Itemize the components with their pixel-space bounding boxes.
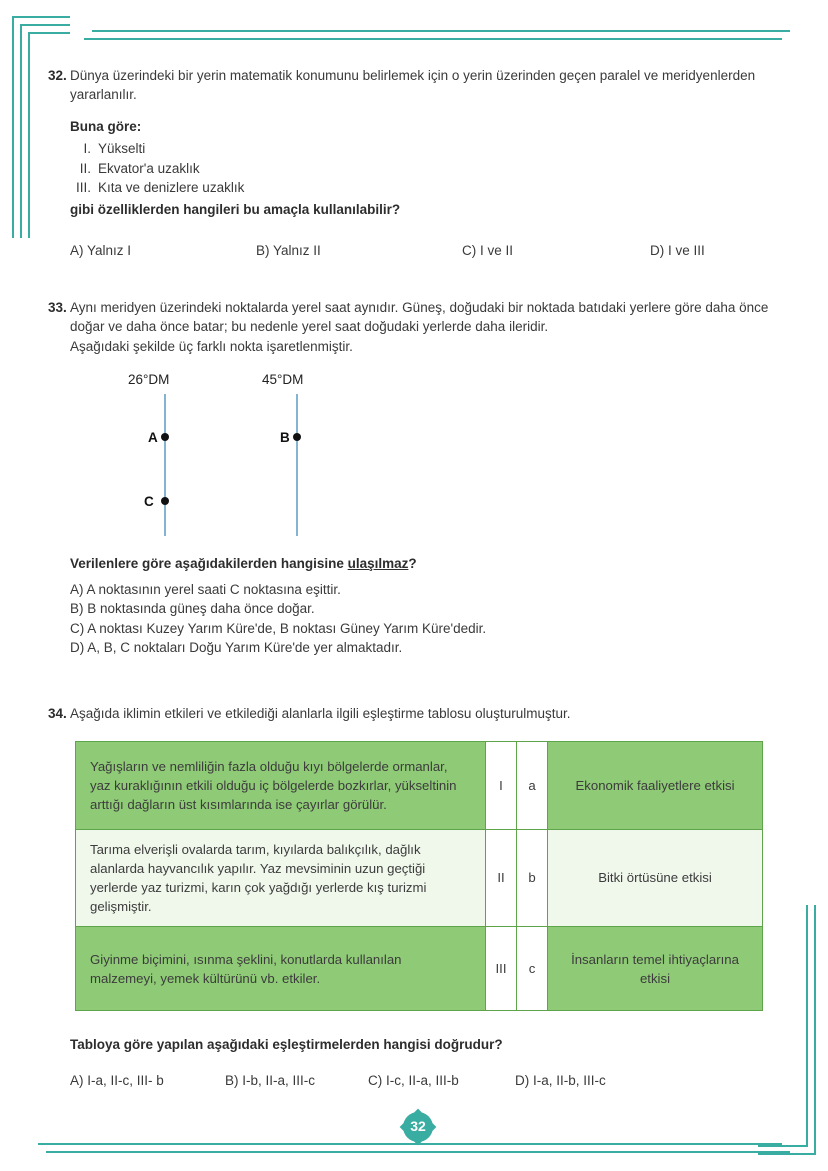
question-34-intro: Aşağıda iklimin etkileri ve etkilediği alanlarla ilgili eşleştirme tablosu oluşturulmuştur. [70,705,571,721]
question-32-lead: Buna göre: [70,119,142,135]
question-32-number: 32. [48,68,67,83]
option-c: C) I-c, II-a, III-b [368,1072,459,1088]
list-item-text: Yükselti [98,141,146,157]
list-item [70,159,788,178]
option-a: A) I-a, II-c, III- b [70,1072,164,1088]
question-33-intro [70,298,788,355]
option-d: D) A, B, C noktaları Doğu Yarım Küre'de yer almaktadır. [70,640,403,656]
roman-cell: III [486,927,517,1011]
table-row [76,927,763,1011]
meridian-label-45dm: 45°DM [262,371,304,387]
option-b: B) B noktasında güneş daha önce doğar. [70,601,315,617]
description-cell: Giyinme biçimini, ısınma şeklini, konutlarda kullanılan malzemeyi, yemek kültürünü vb. etkiler. [76,927,486,1011]
option-b: B) I-b, II-a, III-c [225,1072,316,1088]
question-33-prompt [70,554,788,573]
point-c-dot [161,497,169,505]
description-cell: Tarıma elverişli ovalarda tarım, kıyılarda balıkçılık, dağlık alanlarda hayvancılık yapılır. Yaz mevsiminin uzun geçtiği yerlerde yaz turizmi, karın çok yağdığı yerlerde kış turizmi gelişmiştir. [76,829,486,927]
prompt-underlined-word: ulaşılmaz [347,555,409,571]
list-item [70,139,788,158]
letter-cell: a [517,741,548,829]
option-c: C) I ve II [462,243,514,259]
list-item [70,178,788,197]
point-c-label: C [144,493,154,509]
roman-numeral: I. [83,141,91,157]
question-34 [48,704,788,1090]
page-number-badge [401,1110,435,1144]
question-32-intro: Dünya üzerindeki bir yerin matematik konumunu belirlemek için o yerin üzerinden geçen paralel ve meridyenlerden yararlanılır. [70,68,756,103]
roman-cell: II [486,829,517,927]
point-a-dot [161,433,169,441]
roman-cell: I [486,741,517,829]
table-row [76,829,763,927]
meridian-line-45 [296,394,298,536]
meridian-label-26dm: 26°DM [128,371,170,387]
question-33-stem [48,298,788,355]
point-a-label: A [148,429,158,445]
page-number: 32 [410,1117,426,1134]
prompt-prefix: Verilenlere göre aşağıdakilerden hangisine [70,555,348,571]
effect-cell: Bitki örtüsüne etkisi [548,829,763,927]
meridian-diagram [120,370,400,544]
badge-circle [403,1112,433,1142]
question-33-intro-text: Aynı meridyen üzerindeki noktalarda yerel saat aynıdır. Güneş, doğudaki bir noktada batıdaki yerlere göre daha önce doğar ve daha önce batar; bu nedenle yerel saat doğudaki yerlerde daha ileridir. [70,300,769,335]
question-33 [48,298,788,657]
roman-numeral: II. [79,160,91,176]
question-32-prompt: gibi özelliklerden hangileri bu amaçla kullanılabilir? [70,201,401,217]
point-b-label: B [280,429,290,445]
option-a: A) Yalnız I [70,243,132,259]
effect-cell: Ekonomik faaliyetlere etkisi [548,741,763,829]
option-a: A) A noktasının yerel saati C noktasına eşittir. [70,581,341,597]
matching-table [75,741,763,1012]
question-32-stem [48,66,788,104]
question-33-options [70,580,788,658]
letter-cell: b [517,829,548,927]
option-d: D) I ve III [650,243,705,259]
question-34-options [70,1071,788,1090]
question-33-intro-text2: Aşağıdaki şekilde üç farklı nokta işaretlenmiştir. [70,338,353,354]
question-34-prompt: Tabloya göre yapılan aşağıdaki eşleştirmelerden hangisi doğrudur? [70,1037,503,1053]
point-b-dot [293,433,301,441]
effect-cell: İnsanların temel ihtiyaçlarına etkisi [548,927,763,1011]
option-c: C) A noktası Kuzey Yarım Küre'de, B noktası Güney Yarım Küre'dedir. [70,620,487,636]
question-34-number: 34. [48,705,67,721]
meridian-line-26 [164,394,166,536]
option-b: B) Yalnız II [256,243,321,259]
table-row [76,741,763,829]
list-item-text: Ekvator'a uzaklık [98,160,200,176]
letter-cell: c [517,927,548,1011]
question-34-stem [48,704,788,723]
question-32 [48,66,788,260]
question-32-options [70,241,788,260]
roman-numeral: III. [75,179,91,195]
list-item-text: Kıta ve denizlere uzaklık [98,179,245,195]
question-32-roman-list [70,139,788,196]
prompt-suffix: ? [408,555,417,571]
question-32-body [70,117,788,219]
description-cell: Yağışların ve nemliliğin fazla olduğu kıyı bölgelerde ormanlar, yaz kuraklığının etkili olduğu iç bölgelerde bozkırlar, yükseltinin arttığı dağların üst kısımlarında ise çayırlar görülür. [76,741,486,829]
question-33-number: 33. [48,300,67,316]
option-d: D) I-a, II-b, III-c [515,1072,606,1088]
